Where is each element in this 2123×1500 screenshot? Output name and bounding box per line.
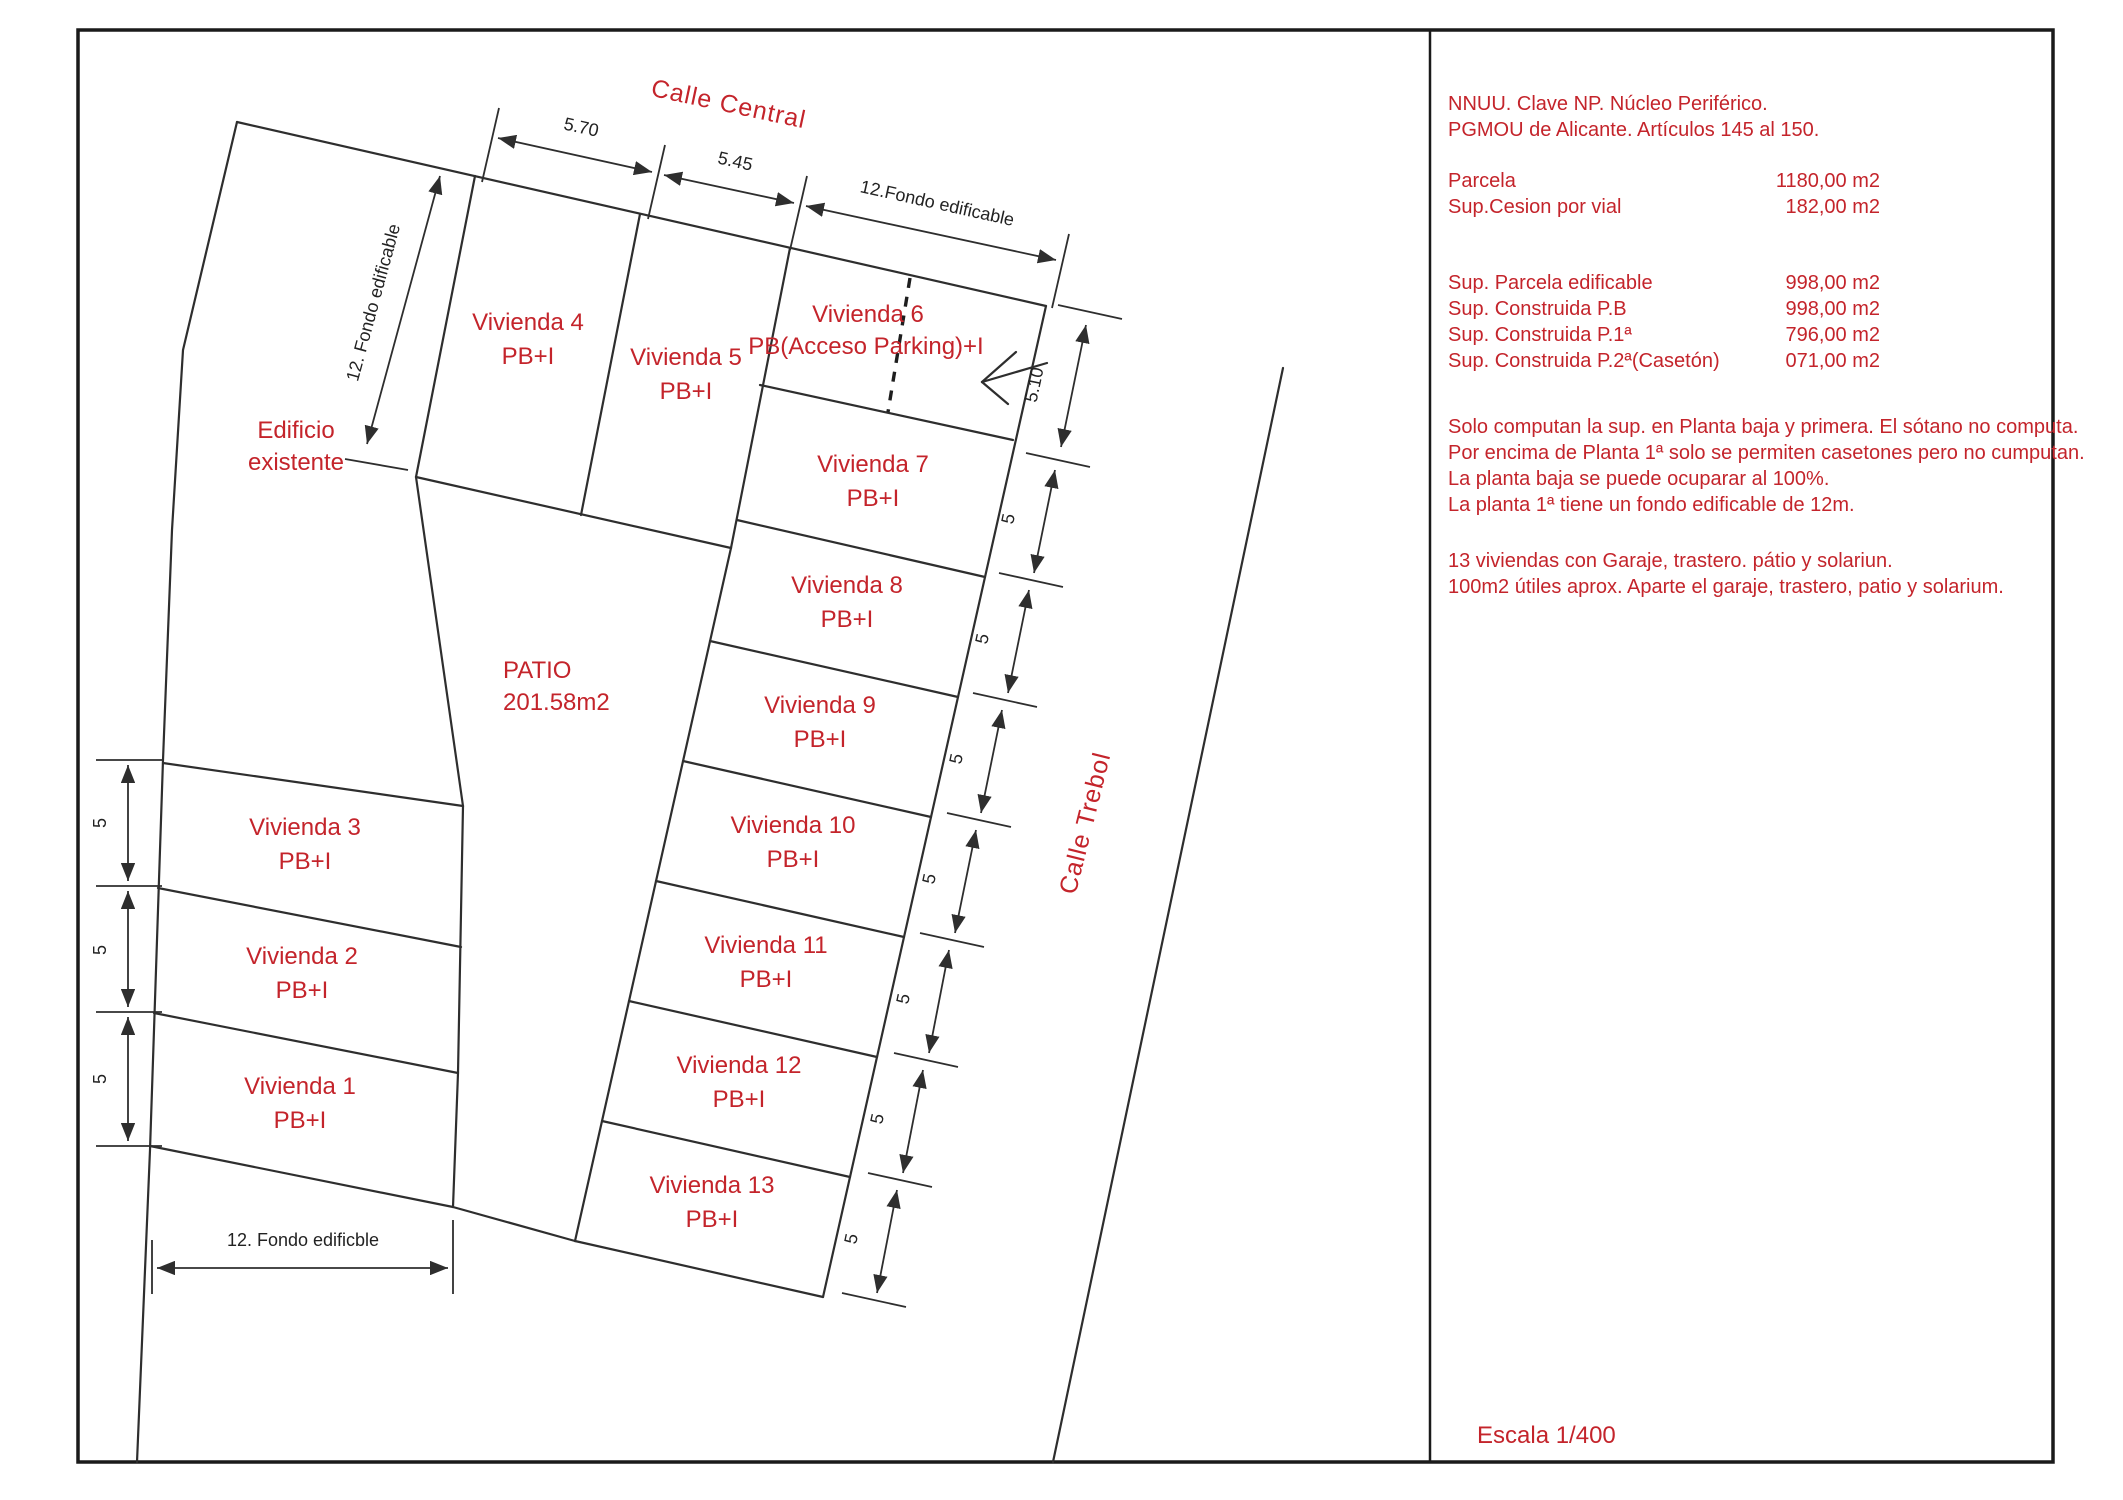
parcel-label-vivienda-12: Vivienda 12 [676, 1052, 802, 1079]
dim-label-bay-r3: 5 [945, 751, 967, 766]
dim-label-bay-l1: 5 [90, 817, 110, 829]
street-label-calle-central: Calle Central [648, 74, 809, 135]
v2-v1-divider [154, 1013, 458, 1073]
dim-label-bay-r2: 5 [971, 631, 993, 646]
dim-seg-5-5 [929, 950, 949, 1053]
area-row-label: Parcela [1448, 170, 1516, 192]
v4-west-edge [416, 176, 475, 477]
dim-line-12fondo-top [806, 206, 1056, 260]
existing-building-label-1: Edificio [257, 417, 335, 444]
v5-v6-divider [731, 248, 790, 548]
floors-label-vivienda-10: PB+I [766, 846, 820, 873]
dim-seg-5-7 [877, 1190, 897, 1293]
dim-label-545: 5.45 [716, 147, 755, 175]
area-row-label: Sup. Construida P.B [1448, 298, 1627, 320]
dim-seg-5-1 [1034, 470, 1055, 573]
parcel-label-vivienda-5: Vivienda 5 [630, 344, 742, 371]
floors-label-vivienda-11: PB+I [739, 966, 793, 993]
v13-south-edge [575, 1241, 823, 1297]
dim-label-bay-r6: 5 [866, 1111, 888, 1126]
parcel-label-vivienda-8: Vivienda 8 [791, 572, 903, 599]
area-row-value: 182,00 m2 [1785, 196, 1880, 218]
v4-v5-south-edge [416, 477, 731, 548]
floors-label-vivienda-12: PB+I [712, 1086, 766, 1113]
program-line-1: 13 viviendas con Garaje, trastero. pátio y solariun. [1448, 550, 1893, 572]
floors-label-vivienda-5: PB+I [659, 378, 713, 405]
top-ext-tick-2 [648, 145, 665, 219]
dim-label-12fondo-bottom: 12. Fondo edificble [226, 1230, 380, 1250]
calle-trebol-street-line [1053, 368, 1283, 1462]
floors-label-vivienda-4: PB+I [501, 343, 555, 370]
floors-label-vivienda-2: PB+I [275, 977, 329, 1004]
top-ext-tick-1 [482, 108, 499, 182]
parcel-labels [244, 301, 984, 1233]
floors-label-vivienda-7: PB+I [846, 485, 900, 512]
existing-building-label-2: existente [247, 449, 345, 476]
v7-v8-divider [737, 520, 985, 577]
right-tick-7 [868, 1173, 932, 1187]
parcel-label-vivienda-1: Vivienda 1 [244, 1073, 356, 1100]
dim-seg-510 [1061, 325, 1086, 447]
v11-v12-divider [629, 1001, 877, 1057]
dim-label-bay-l3: 5 [90, 1073, 110, 1085]
dim-label-bay-r5: 5 [892, 991, 914, 1006]
area-row-label: Sup. Construida P.1ª [1448, 324, 1632, 346]
dim-label-bay-r1: 5 [997, 511, 1019, 526]
floors-label-vivienda-1: PB+I [273, 1107, 327, 1134]
v12-v13-divider [602, 1121, 850, 1177]
parcel-boundaries [137, 122, 1283, 1462]
area-row-value: 071,00 m2 [1785, 350, 1880, 372]
right-tick-0 [1058, 305, 1122, 319]
dim-line-545 [664, 175, 794, 203]
dim-label-510: 5.10 [1020, 365, 1048, 404]
parcel-label-vivienda-4: Vivienda 4 [472, 309, 584, 336]
program-line-2: 100m2 útiles aprox. Aparte el garaje, trastero, patio y solarium. [1448, 576, 2004, 598]
notes-panel [1448, 93, 2085, 1449]
rules-line-4: La planta 1ª tiene un fondo edificable de 12m. [1448, 494, 1855, 516]
floors-label-vivienda-6: PB(Acceso Parking)+I [748, 333, 984, 360]
patio-area-label: 201.58m2 [503, 689, 610, 716]
floors-label-vivienda-13: PB+I [685, 1206, 739, 1233]
dim-label-12fondo-left: 12. Fondo edificable [342, 221, 405, 384]
parcel-label-vivienda-10: Vivienda 10 [730, 812, 856, 839]
floors-label-vivienda-3: PB+I [278, 848, 332, 875]
parcel-label-vivienda-6: Vivienda 6 [812, 301, 924, 328]
area-row-label: Sup. Construida P.2ª(Casetón) [1448, 350, 1720, 372]
patio-west-edge [416, 477, 463, 806]
v3-north-edge [163, 763, 463, 806]
dim-seg-5-2 [1008, 590, 1029, 693]
area-row-value: 998,00 m2 [1785, 298, 1880, 320]
right-tick-8 [842, 1293, 906, 1307]
area-row-label: Sup. Parcela edificable [1448, 272, 1653, 294]
left-column-east-edge [453, 806, 463, 1207]
street-label-calle-trebol: Calle Trebol [1054, 749, 1117, 897]
dim-label-bay-r4: 5 [918, 871, 940, 886]
patio-label: PATIO [503, 657, 572, 684]
dim-label-bay-r7: 5 [840, 1231, 862, 1246]
v6-south-edge [760, 385, 1013, 440]
v8-v9-divider [710, 641, 958, 697]
parcel-label-vivienda-13: Vivienda 13 [649, 1172, 775, 1199]
area-row-value: 796,00 m2 [1785, 324, 1880, 346]
parcel-label-vivienda-11: Vivienda 11 [704, 932, 828, 959]
notes-header-line-1: NNUU. Clave NP. Núcleo Periférico. [1448, 93, 1768, 115]
dim-label-12fondo-top: 12.Fondo edificable [858, 176, 1017, 230]
top-ext-tick-3 [790, 176, 807, 250]
right-tick-6 [894, 1053, 958, 1067]
area-row-value: 998,00 m2 [1785, 272, 1880, 294]
parcel-label-vivienda-2: Vivienda 2 [246, 943, 358, 970]
right-tick-1 [1026, 453, 1090, 467]
dim-seg-5-3 [981, 710, 1002, 813]
v1-south-edge [150, 1146, 453, 1207]
right-tick-5 [920, 933, 984, 947]
floors-label-vivienda-9: PB+I [793, 726, 847, 753]
area-row-label: Sup.Cesion por vial [1448, 196, 1622, 218]
v10-v11-divider [656, 881, 904, 937]
rules-line-1: Solo computan la sup. en Planta baja y primera. El sótano no computa. [1448, 416, 2079, 438]
parcel-label-vivienda-9: Vivienda 9 [764, 692, 876, 719]
parcel-label-vivienda-3: Vivienda 3 [249, 814, 361, 841]
dim-label-bay-l2: 5 [90, 944, 110, 956]
top-ext-tick-4 [1052, 234, 1069, 308]
north-boundary-line [237, 122, 1046, 306]
dim-label-570: 5.70 [562, 113, 601, 141]
dim-line-570 [498, 138, 652, 172]
dim-seg-5-4 [955, 830, 976, 933]
rules-line-2: Por encima de Planta 1ª solo se permiten casetones pero no cumputan. [1448, 442, 2085, 464]
v3-v2-divider [158, 888, 461, 947]
right-tick-2 [999, 573, 1063, 587]
patio-east-edge [575, 548, 731, 1241]
parcel-label-vivienda-7: Vivienda 7 [817, 451, 929, 478]
v1-v13-connector [453, 1207, 575, 1241]
rules-line-3: La planta baja se puede ocuparar al 100%. [1448, 468, 1830, 490]
dim-seg-5-6 [903, 1070, 923, 1173]
scale-label: Escala 1/400 [1477, 1422, 1616, 1449]
floors-label-vivienda-8: PB+I [820, 606, 874, 633]
right-tick-3 [973, 693, 1037, 707]
area-row-value: 1180,00 m2 [1775, 170, 1880, 192]
v9-v10-divider [683, 761, 931, 817]
left-depth-end-tick [345, 459, 408, 470]
right-tick-4 [947, 813, 1011, 827]
notes-header-line-2: PGMOU de Alicante. Artículos 145 al 150. [1448, 119, 1820, 141]
